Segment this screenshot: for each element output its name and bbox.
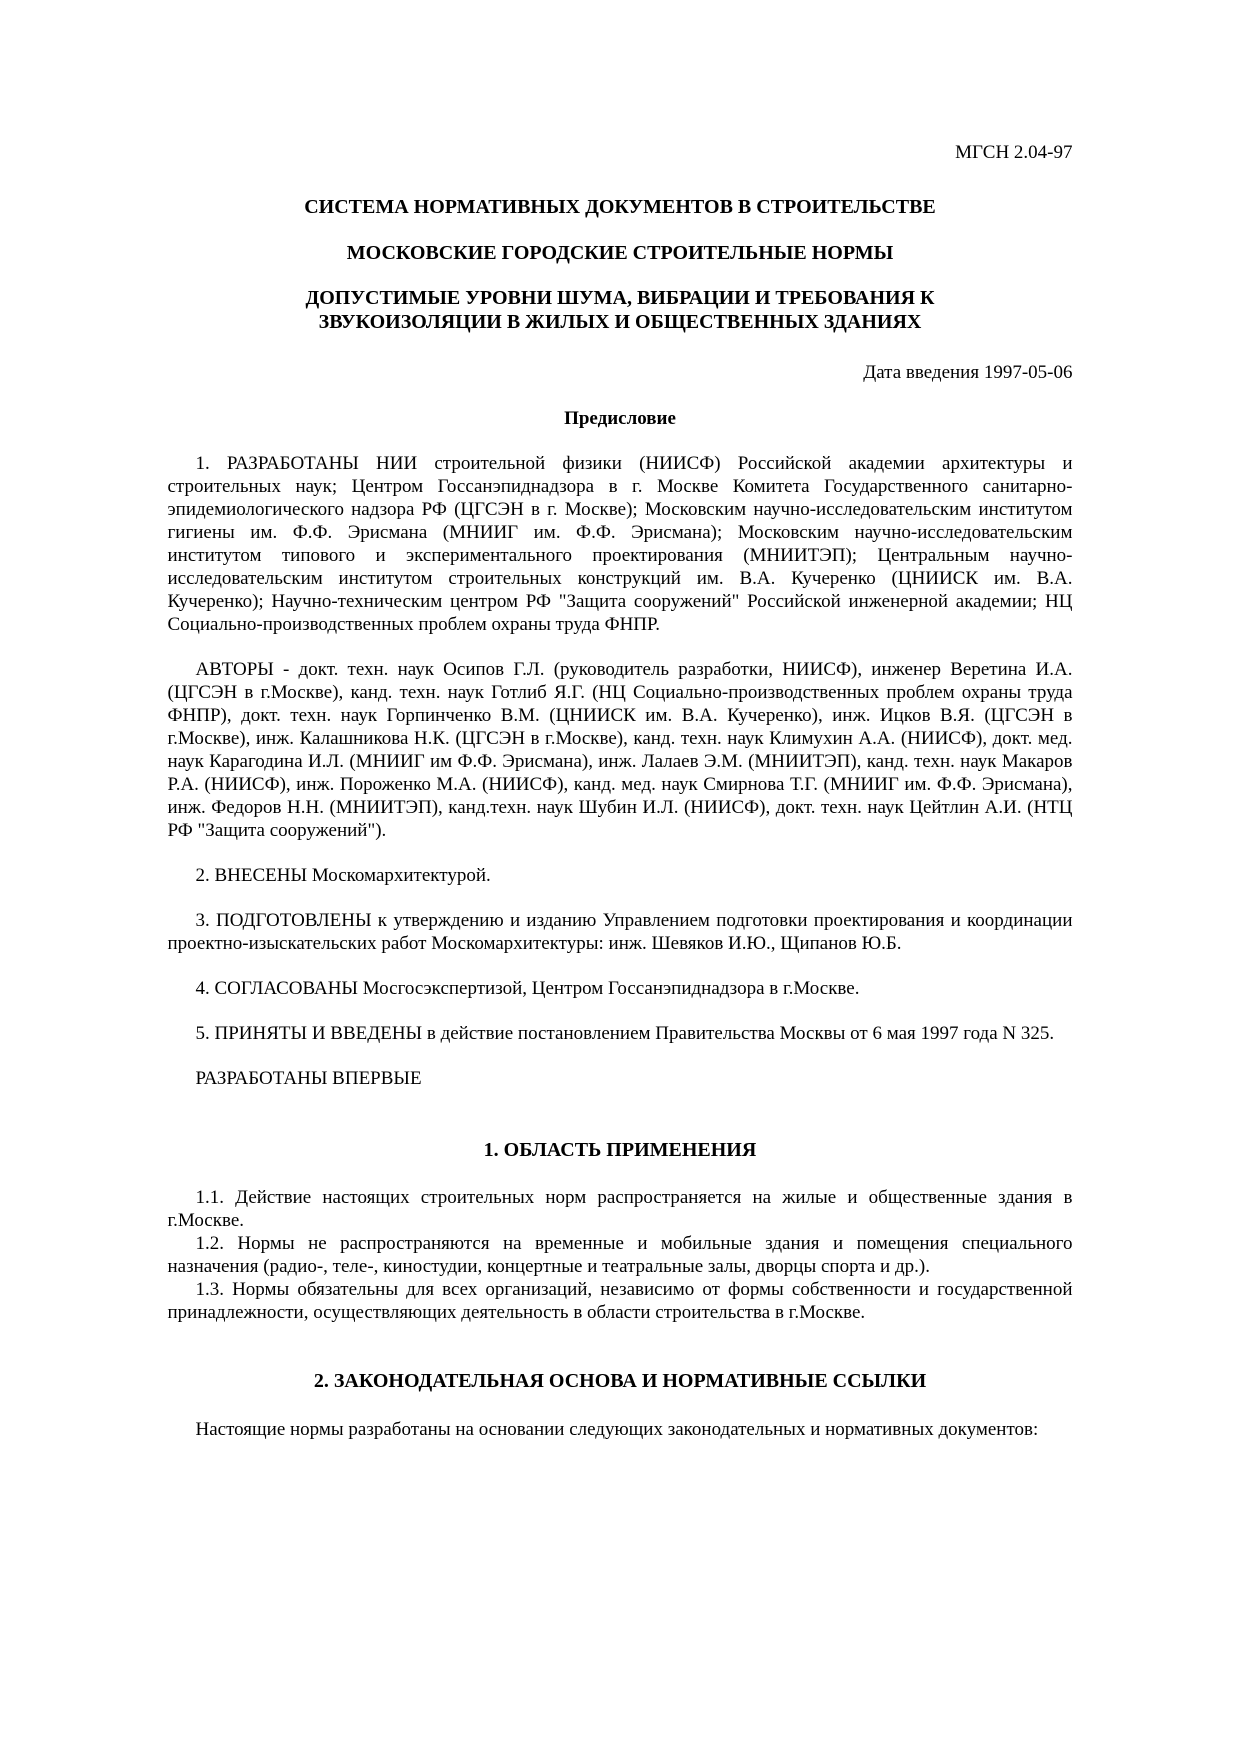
preface-heading: Предисловие [564, 408, 676, 429]
preface-paragraph-authors: АВТОРЫ - докт. техн. наук Осипов Г.Л. (руководитель разработки, НИИСФ), инженер Веретина И.А. (ЦГСЭН в г.Москве), канд. техн. наук Готлиб Я.Г. (НЦ Социально-производственных проблем охраны труда ФНПР), докт. техн. наук Горпинченко В.М. (ЦНИИСК им. В.А. Кучеренко), инж. Ицков В.Я. (ЦГСЭН в г.Москве), инж. Калашникова Н.К. (ЦГСЭН в г.Москве), канд. техн. наук Климухин А.А. (НИИСФ), докт. мед. наук Карагодина И.Л. (МНИИГ им Ф.Ф. Эрисмана), инж. Лалаев Э.М. (МНИИТЭП), канд. техн. наук Макаров Р.А. (НИИСФ), инж. Пороженко М.А. (НИИСФ), канд. мед. наук Смирнова Т.Г. (МНИИГ им. Ф.Ф. Эрисмана), инж. Федоров Н.Н. (МНИИТЭП), канд.техн. наук Шубин И.Л. (НИИСФ), докт. техн. наук Цейтлин А.И. (НТЦ РФ "Защита сооружений"). [167, 659, 1073, 841]
section-2-heading: 2. ЗАКОНОДАТЕЛЬНАЯ ОСНОВА И НОРМАТИВНЫЕ ССЫЛКИ [313, 1370, 927, 1392]
preface-paragraph-prepared: 3. ПОДГОТОВЛЕНЫ к утверждению и изданию Управлением подготовки проектирования и координации проектно-изыскательских работ Москомархитектуры: инж. Шевяков И.Ю., Щипанов Ю.Б. [167, 910, 1073, 954]
title-norms: МОСКОВСКИЕ ГОРОДСКИЕ СТРОИТЕЛЬНЫЕ НОРМЫ [346, 242, 894, 264]
preface-paragraph-adopted: 5. ПРИНЯТЫ И ВВЕДЕНЫ в действие постановлением Правительства Москвы от 6 мая 1997 года N 325. [195, 1023, 1055, 1044]
title-system: СИСТЕМА НОРМАТИВНЫХ ДОКУМЕНТОВ В СТРОИТЕЛЬСТВЕ [304, 196, 936, 218]
section-1-paragraph-1-2: 1.2. Нормы не распространяются на временные и мобильные здания и помещения специального назначения (радио-, теле-, киностудии, концертные и театральные залы, дворцы спорта и др.). [167, 1233, 1073, 1277]
preface-paragraph-submitted: 2. ВНЕСЕНЫ Москомархитектурой. [195, 865, 491, 886]
section-1-paragraph-1-3: 1.3. Нормы обязательны для всех организаций, независимо от формы собственности и государственной принадлежности, осуществляющих деятельность в области строительства в г.Москве. [167, 1279, 1073, 1323]
preface-paragraph-developed: 1. РАЗРАБОТАНЫ НИИ строительной физики (НИИСФ) Российской академии архитектуры и строительных наук; Центром Госсанэпиднадзора в г. Москве Комитета Государственного санитарно-эпидемиологического надзора РФ (ЦГСЭН в г. Москве); Московским научно-исследовательским институтом гигиены им. Ф.Ф. Эрисмана (МНИИГ им. Ф.Ф. Эрисмана); Московским научно-исследовательским институтом типового и экспериментального проектирования (МНИИТЭП); Центральным научно-исследовательским институтом строительных конструкций им. В.А. Кучеренко (ЦНИИСК им. В.А. Кучеренко); Научно-техническим центром РФ "Защита сооружений" Российской инженерной академии; НЦ Социально-производственных проблем охраны труда ФНПР. [167, 453, 1073, 635]
document-content [168, 0, 1073, 1441]
preface-paragraph-agreed: 4. СОГЛАСОВАНЫ Мосгосэкспертизой, Центром Госсанэпиднадзора в г.Москве. [195, 978, 860, 999]
doc-code: МГСН 2.04-97 [955, 142, 1073, 163]
preface-paragraph-first-developed: РАЗРАБОТАНЫ ВПЕРВЫЕ [195, 1068, 422, 1089]
section-1-heading: 1. ОБЛАСТЬ ПРИМЕНЕНИЯ [483, 1139, 757, 1161]
title-main: ДОПУСТИМЫЕ УРОВНИ ШУМА, ВИБРАЦИИ И ТРЕБОВАНИЯ К ЗВУКОИЗОЛЯЦИИ В ЖИЛЫХ И ОБЩЕСТВЕННЫХ ЗДАНИЯХ [305, 287, 935, 333]
section-1-paragraph-1-1: 1.1. Действие настоящих строительных норм распространяется на жилые и общественные здания в г.Москве. [167, 1187, 1073, 1231]
introduction-date: Дата введения 1997-05-06 [863, 362, 1073, 383]
section-2-paragraph-intro: Настоящие нормы разработаны на основании следующих законодательных и нормативных документов: [195, 1419, 1039, 1440]
